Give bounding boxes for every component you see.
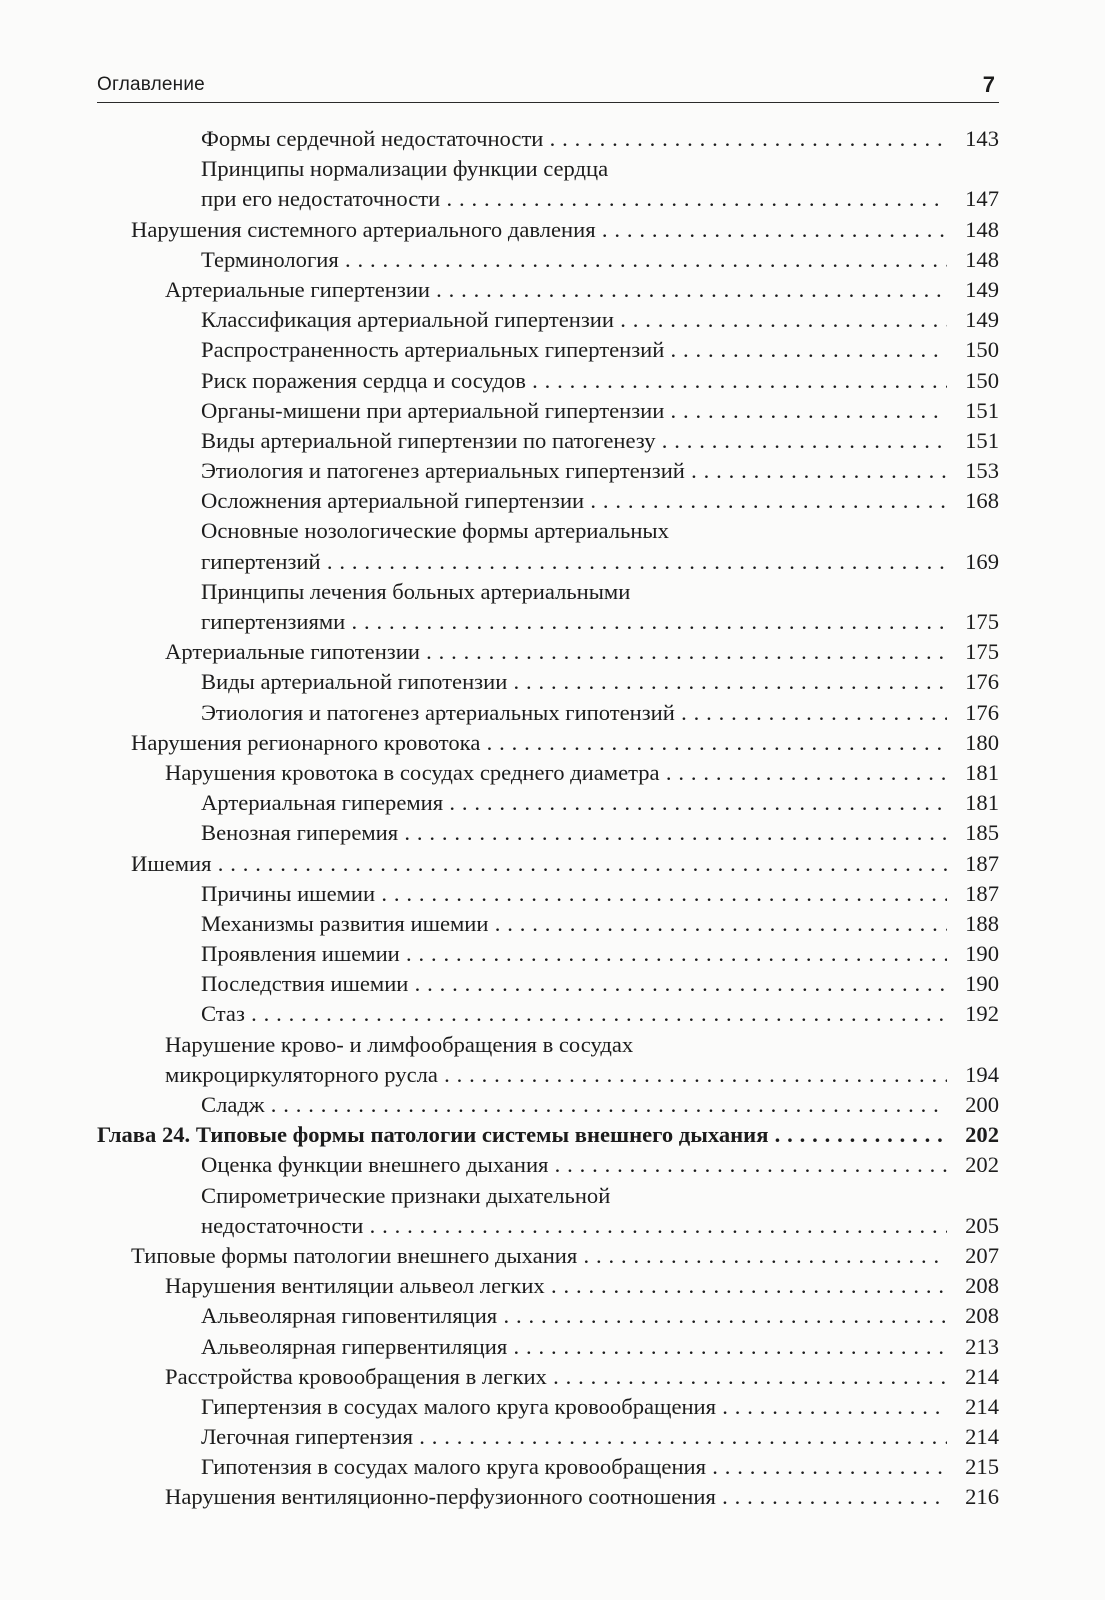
toc-entry-title: Виды артериальной гипотензии . . . — [97, 667, 947, 697]
toc-entry — [97, 154, 999, 184]
toc-entry-title: Нарушения системного артериального давления . . . — [97, 215, 947, 245]
toc-entry-title: Ишемия . . . — [97, 849, 947, 879]
toc-entry-title: Расстройства кровообращения в легких . . . — [97, 1362, 947, 1392]
toc-entry — [97, 607, 999, 637]
toc-entry-title: недостаточности . . . — [97, 1211, 947, 1241]
toc-entry — [97, 1181, 999, 1211]
toc-entry-title: Терминология . . . — [97, 245, 947, 275]
toc-entry-page: 180 — [965, 729, 999, 755]
toc-entry-title: Артериальные гипотензии . . . — [97, 637, 947, 667]
toc-entry-title: Формы сердечной недостаточности . . . — [97, 124, 947, 154]
toc-entry-title: Легочная гипертензия . . . — [97, 1422, 947, 1452]
toc-entry-title: Осложнения артериальной гипертензии . . . — [97, 486, 947, 516]
toc-entry-title: Виды артериальной гипертензии по патогенезу . . . — [97, 426, 947, 456]
toc-entry — [97, 305, 999, 335]
toc-entry-title: Механизмы развития ишемии . . . — [97, 909, 947, 939]
toc-entry — [97, 547, 999, 577]
toc-entry-title: Принципы лечения больных артериальными — [201, 578, 631, 604]
toc-entry-page: 205 — [965, 1212, 999, 1238]
toc-entry-page: 187 — [965, 850, 999, 876]
toc-entry-title: Принципы нормализации функции сердца — [201, 156, 609, 182]
toc-entry — [97, 275, 999, 305]
toc-entry-title: Гипотензия в сосудах малого круга кровообращения . . . — [97, 1452, 947, 1482]
toc-entry-page: 192 — [965, 1001, 999, 1027]
toc-entry — [97, 456, 999, 486]
toc-entry — [97, 879, 999, 909]
toc-entry-page: 190 — [965, 941, 999, 967]
toc-entry-page: 202 — [965, 1152, 999, 1178]
toc-entry-title: Стаз . . . — [97, 999, 947, 1029]
toc-entry-page: 213 — [965, 1333, 999, 1359]
toc-entry — [97, 637, 999, 667]
toc-entry-page: 216 — [965, 1484, 999, 1510]
toc-entry-page: 168 — [965, 488, 999, 514]
toc-entry — [97, 366, 999, 396]
toc-entry — [97, 577, 999, 607]
toc-entry-page: 176 — [965, 669, 999, 695]
toc-entry — [97, 516, 999, 546]
toc-entry-page: 187 — [965, 880, 999, 906]
toc-entry-page: 215 — [965, 1454, 999, 1480]
toc-entry-title: Альвеолярная гиповентиляция . . . — [97, 1301, 947, 1331]
toc-entry-page: 214 — [965, 1393, 999, 1419]
toc-entry — [97, 335, 999, 365]
toc-entry-page: 147 — [965, 186, 999, 212]
toc-entry-page: 150 — [965, 337, 999, 363]
toc-entry-page: 202 — [965, 1122, 999, 1148]
toc-entry-page: 185 — [965, 820, 999, 846]
toc-entry — [97, 1090, 999, 1120]
toc-entry-page: 176 — [965, 699, 999, 725]
toc-entry-title: Гипертензия в сосудах малого круга кровообращения . . . — [97, 1392, 947, 1422]
running-head-title: Оглавление — [97, 74, 205, 95]
toc-entry-page: 169 — [965, 548, 999, 574]
toc-entry-title: Этиология и патогенез артериальных гипотензий . . . — [97, 698, 947, 728]
toc-entry-title: при его недостаточности . . . — [97, 184, 947, 214]
toc-entry — [97, 1392, 999, 1422]
toc-entry-page: 200 — [965, 1092, 999, 1117]
toc-entry-page: 214 — [965, 1363, 999, 1389]
toc-entry-title: Артериальная гиперемия . . . — [97, 788, 947, 818]
toc-entry-title: Спирометрические признаки дыхательной — [201, 1182, 611, 1208]
toc-entry-title: Нарушения вентиляционно-перфузионного соотношения . . . — [97, 1482, 947, 1512]
toc-entry-title: Органы-мишени при артериальной гипертензии . . . — [97, 396, 947, 426]
toc-entry — [97, 758, 999, 788]
toc-entry-title: Альвеолярная гипервентиляция . . . — [97, 1332, 947, 1362]
toc-entry — [97, 969, 999, 999]
toc-entry — [97, 245, 999, 275]
toc-entry — [97, 1332, 999, 1362]
toc-entry-page: 150 — [965, 367, 999, 393]
toc-entry — [97, 1060, 999, 1090]
toc-entry-title: Проявления ишемии . . . — [97, 939, 947, 969]
page-number: 7 — [982, 72, 995, 97]
toc-entry-page: 149 — [965, 276, 999, 302]
toc-entry — [97, 1422, 999, 1452]
toc-entry-page: 175 — [965, 609, 999, 634]
toc-entry-title: Оценка функции внешнего дыхания . . . — [97, 1150, 947, 1180]
toc-entry — [97, 698, 999, 728]
toc-chapter-entry — [97, 1120, 999, 1150]
toc-entry — [97, 849, 999, 879]
toc-entry-page: 188 — [965, 910, 999, 936]
toc-entry-title: Причины ишемии . . . — [97, 879, 947, 909]
toc-entry-page: 181 — [965, 790, 999, 816]
toc-entry-title: гипертензиями . . . — [97, 607, 947, 637]
toc-entry — [97, 1452, 999, 1482]
toc-entry — [97, 818, 999, 848]
toc-entry — [97, 667, 999, 697]
toc-entry — [97, 1150, 999, 1180]
toc-entry-title: Этиология и патогенез артериальных гипертензий . . . — [97, 456, 947, 486]
toc-entry — [97, 426, 999, 456]
toc-entry-title: Артериальные гипертензии . . . — [97, 275, 947, 305]
toc-entry-page: 151 — [965, 427, 999, 453]
toc-entry — [97, 396, 999, 426]
toc-entry — [97, 486, 999, 516]
toc-entry-title: Нарушения регионарного кровотока . . . — [97, 728, 947, 758]
toc-entry-page: 143 — [965, 126, 999, 151]
toc-entry — [97, 215, 999, 245]
toc-entry-page: 208 — [965, 1273, 999, 1299]
toc-entry — [97, 184, 999, 214]
table-of-contents — [97, 124, 999, 1513]
running-head — [97, 72, 999, 103]
toc-entry-title: Классификация артериальной гипертензии . . . — [97, 305, 947, 335]
toc-entry-page: 148 — [965, 246, 999, 272]
toc-entry — [97, 788, 999, 818]
toc-entry-page: 149 — [965, 307, 999, 333]
toc-entry-page: 207 — [965, 1242, 999, 1268]
toc-entry — [97, 728, 999, 758]
toc-entry-title: Нарушение крово- и лимфообращения в сосудах — [165, 1031, 634, 1057]
toc-entry-title: Основные нозологические формы артериальных — [201, 518, 669, 544]
toc-entry — [97, 1362, 999, 1392]
toc-entry — [97, 1211, 999, 1241]
toc-entry — [97, 939, 999, 969]
toc-entry-page: 153 — [965, 458, 999, 484]
toc-entry-title: Венозная гиперемия . . . — [97, 818, 947, 848]
toc-entry-title: Типовые формы патологии внешнего дыхания . . . — [97, 1241, 947, 1271]
toc-entry-page: 214 — [965, 1424, 999, 1450]
toc-entry — [97, 1241, 999, 1271]
toc-entry-page: 208 — [965, 1303, 999, 1329]
toc-entry-title: Сладж . . . — [97, 1090, 947, 1120]
toc-entry — [97, 909, 999, 939]
toc-entry — [97, 1482, 999, 1512]
toc-entry — [97, 1030, 999, 1060]
toc-entry-page: 181 — [965, 759, 999, 785]
toc-entry — [97, 124, 999, 154]
toc-entry — [97, 999, 999, 1029]
toc-entry-title: Нарушения вентиляции альвеол легких . . . — [97, 1271, 947, 1301]
toc-entry-page: 175 — [965, 639, 999, 665]
toc-entry-page: 148 — [965, 216, 999, 242]
toc-entry-title: Нарушения кровотока в сосудах среднего диаметра . . . — [97, 758, 947, 788]
toc-entry-title: гипертензий . . . — [97, 547, 947, 577]
toc-entry-title: Распространенность артериальных гипертензий . . . — [97, 335, 947, 365]
toc-entry-title: Последствия ишемии . . . — [97, 969, 947, 999]
toc-entry-title: Глава 24. Типовые формы патологии системы внешнего дыхания . . . — [97, 1120, 947, 1150]
toc-entry-page: 194 — [965, 1061, 999, 1087]
toc-entry-title: микроциркуляторного русла . . . — [97, 1060, 947, 1090]
toc-entry-page: 151 — [965, 397, 999, 423]
toc-entry-title: Риск поражения сердца и сосудов . . . — [97, 366, 947, 396]
toc-entry-page: 190 — [965, 971, 999, 997]
toc-entry — [97, 1301, 999, 1331]
toc-entry — [97, 1271, 999, 1301]
